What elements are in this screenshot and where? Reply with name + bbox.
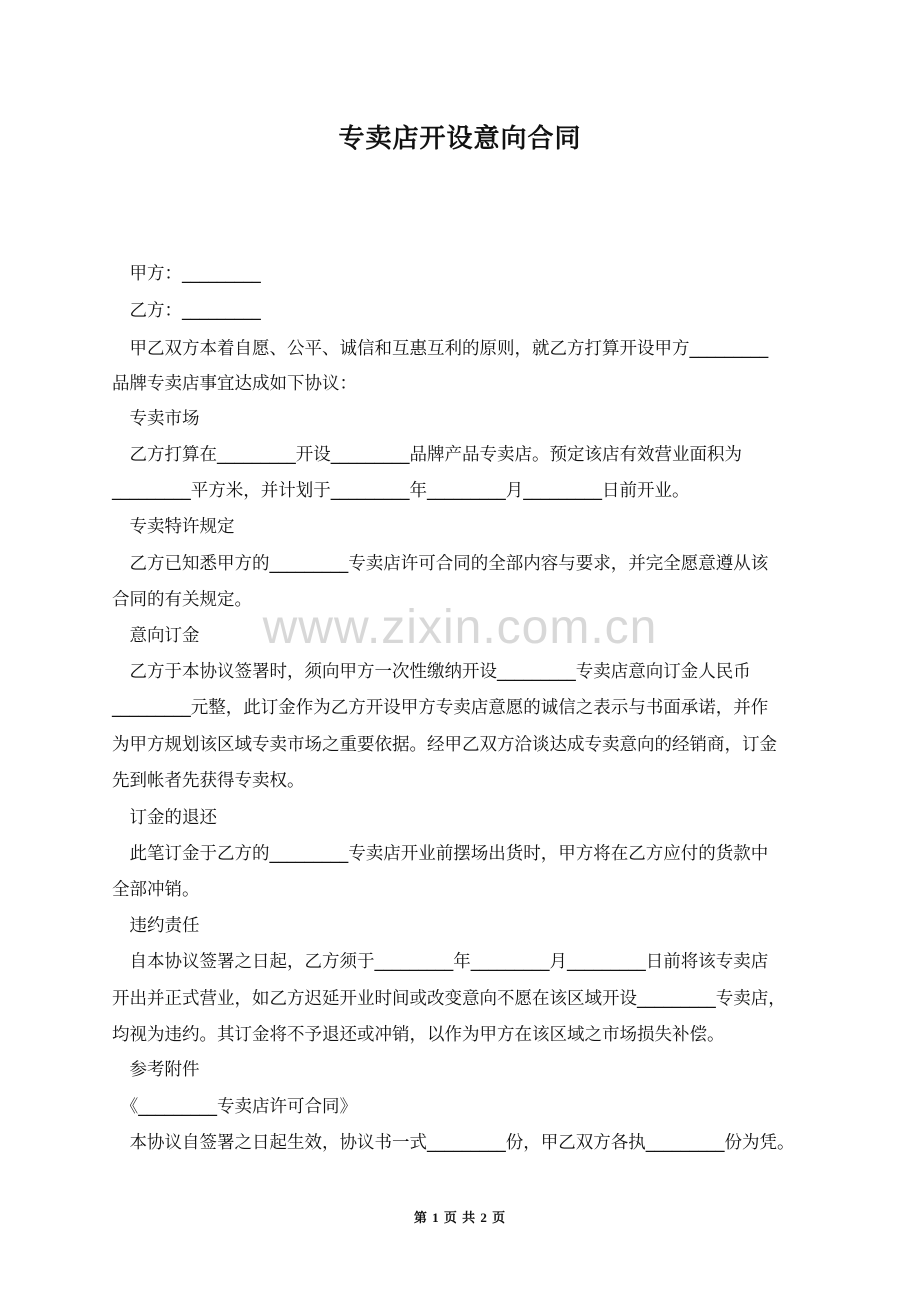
paragraph-line: 乙方于本协议签署时，须向甲方一次性缴纳开设_________专卖店意向订金人民币 xyxy=(112,662,751,682)
section-heading: 违约责任 xyxy=(112,916,200,936)
paragraph-line: 甲乙双方本着自愿、公平、诚信和互惠互利的原则，就乙方打算开设甲方_________ xyxy=(112,339,769,359)
paragraph-line: 本协议自签署之日起生效，协议书一式_________份，甲乙双方各执_________份为凭。 xyxy=(112,1133,795,1153)
paragraph-line: 全部冲销。 xyxy=(112,880,200,900)
section-heading: 订金的退还 xyxy=(112,808,217,828)
section-heading: 意向订金 xyxy=(112,626,200,646)
section-heading: 专卖市场 xyxy=(112,409,200,429)
document-title: 专卖店开设意向合同 xyxy=(338,124,582,154)
paragraph-line: _________元整，此订金作为乙方开设甲方专卖店意愿的诚信之表示与书面承诺，并作 xyxy=(112,698,769,718)
paragraph-line: 为甲方规划该区域专卖市场之重要依据。经甲乙双方洽谈达成专卖意向的经销商，订金 xyxy=(112,735,777,755)
page-footer: 第 1 页 共 2 页 xyxy=(413,1210,507,1225)
party-a-line: 甲方：_________ xyxy=(112,264,261,284)
paragraph-line: 乙方打算在_________开设_________品牌产品专卖店。预定该店有效营业面积为 xyxy=(112,445,742,465)
paragraph-line: 品牌专卖店事宜达成如下协议： xyxy=(112,374,357,394)
section-heading: 专卖特许规定 xyxy=(112,517,235,537)
watermark: www.zixin.com.cn xyxy=(262,601,658,654)
paragraph-line: _________平方米，并计划于_________年_________月_________日前开业。 xyxy=(112,481,690,501)
paragraph-line: 自本协议签署之日起，乙方须于_________年_________月_________日前将该专卖店 xyxy=(112,952,769,972)
section-heading: 参考附件 xyxy=(112,1060,200,1080)
paragraph-line: 《_________专卖店许可合同》 xyxy=(112,1097,357,1117)
paragraph-line: 均视为违约。其订金将不予退还或冲销，以作为甲方在该区域之市场损失补偿。 xyxy=(112,1025,725,1045)
paragraph-line: 合同的有关规定。 xyxy=(112,590,252,610)
paragraph-line: 此笔订金于乙方的_________专卖店开业前摆场出货时，甲方将在乙方应付的货款中 xyxy=(112,844,769,864)
paragraph-line: 开出并正式营业，如乙方迟延开业时间或改变意向不愿在该区域开设_________专卖店， xyxy=(112,989,786,1009)
paragraph-line: 先到帐者先获得专卖权。 xyxy=(112,771,305,791)
paragraph-line: 乙方已知悉甲方的_________专卖店许可合同的全部内容与要求，并完全愿意遵从该 xyxy=(112,554,769,574)
party-b-line: 乙方：_________ xyxy=(112,301,261,321)
